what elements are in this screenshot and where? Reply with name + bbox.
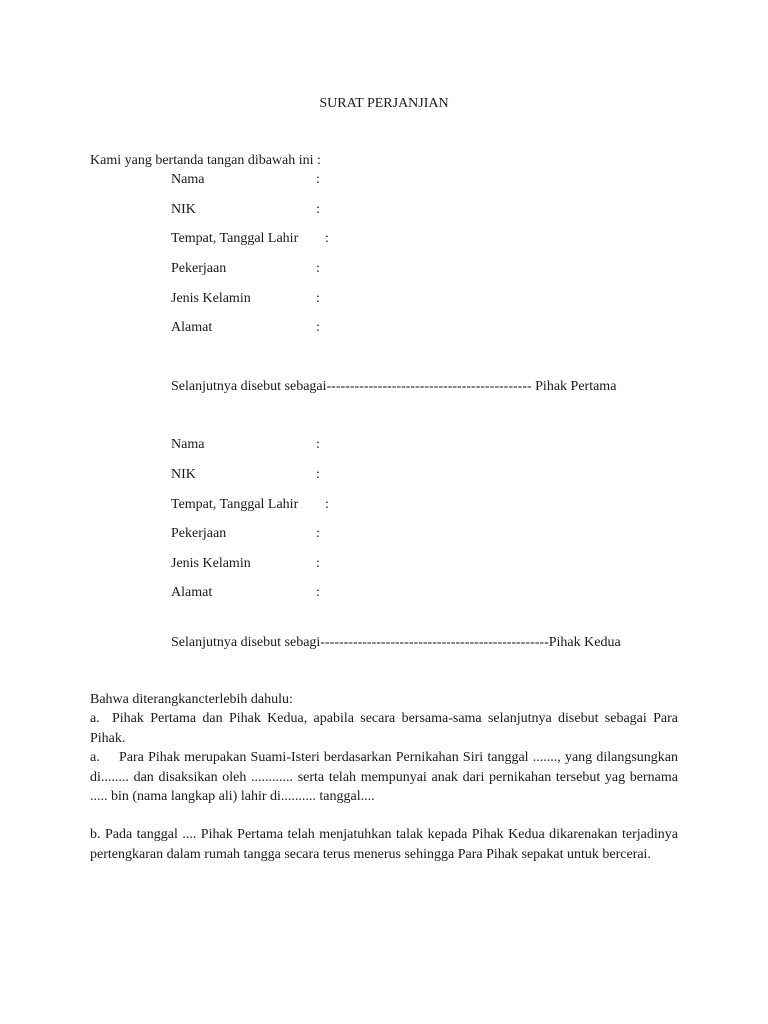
- preamble-heading: Bahwa diterangkancterlebih dahulu:: [90, 692, 293, 707]
- field-colon: :: [316, 585, 320, 600]
- field-colon: :: [316, 437, 320, 452]
- field-label-ttl: Tempat, Tanggal Lahir: [171, 497, 299, 512]
- field-label-nama: Nama: [171, 437, 205, 452]
- field-label-nik: NIK: [171, 467, 196, 482]
- field-colon: :: [325, 497, 329, 512]
- field-colon: :: [316, 202, 320, 217]
- list-marker: a.: [90, 750, 100, 765]
- preamble-point-a1: [90, 709, 678, 748]
- point-text: Para Pihak merupakan Suami-Isteri berdasarkan Pernikahan Siri tanggal ......., yang dilangsungkan di........ dan disaksikan oleh ............ serta telah mempunyai anak dari pernikahan tersebut yag bernama ..... bin (nama langkap ali) lahir di.......... tanggal....: [90, 750, 678, 804]
- intro-text: Kami yang bertanda tangan dibawah ini :: [90, 153, 321, 168]
- field-label-alamat: Alamat: [171, 320, 213, 335]
- field-label-nama: Nama: [171, 172, 205, 187]
- field-label-nik: NIK: [171, 202, 196, 217]
- field-label-ttl: Tempat, Tanggal Lahir: [171, 231, 299, 246]
- party-1-designation: Selanjutnya disebut sebagai-------------------------------------------- Pihak Pertama: [171, 379, 617, 394]
- field-label-jenis-kelamin: Jenis Kelamin: [171, 291, 251, 306]
- field-colon: :: [316, 526, 320, 541]
- document-title: SURAT PERJANJIAN: [319, 96, 449, 111]
- field-colon: :: [316, 261, 320, 276]
- point-text: Pihak Pertama dan Pihak Kedua, apabila secara bersama-sama selanjutnya disebut sebagai Para Pihak.: [90, 711, 678, 746]
- field-label-pekerjaan: Pekerjaan: [171, 261, 227, 276]
- field-label-pekerjaan: Pekerjaan: [171, 526, 227, 541]
- list-marker: a.: [90, 711, 100, 726]
- field-colon: :: [316, 172, 320, 187]
- field-label-alamat: Alamat: [171, 585, 213, 600]
- preamble-point-b: b. Pada tanggal .... Pihak Pertama telah menjatuhkan talak kepada Pihak Kedua dikarenakan terjadinya pertengkaran dalam rumah tangga secara terus menerus sehingga Para Pihak sepakat untuk bercerai.: [90, 827, 678, 862]
- field-colon: :: [325, 231, 329, 246]
- preamble-point-a2: [90, 748, 678, 807]
- field-label-jenis-kelamin: Jenis Kelamin: [171, 556, 251, 571]
- party-2-designation: Selanjutnya disebut sebagi-------------------------------------------------Pihak Kedua: [171, 635, 621, 650]
- field-colon: :: [316, 556, 320, 571]
- field-colon: :: [316, 467, 320, 482]
- field-colon: :: [316, 291, 320, 306]
- field-colon: :: [316, 320, 320, 335]
